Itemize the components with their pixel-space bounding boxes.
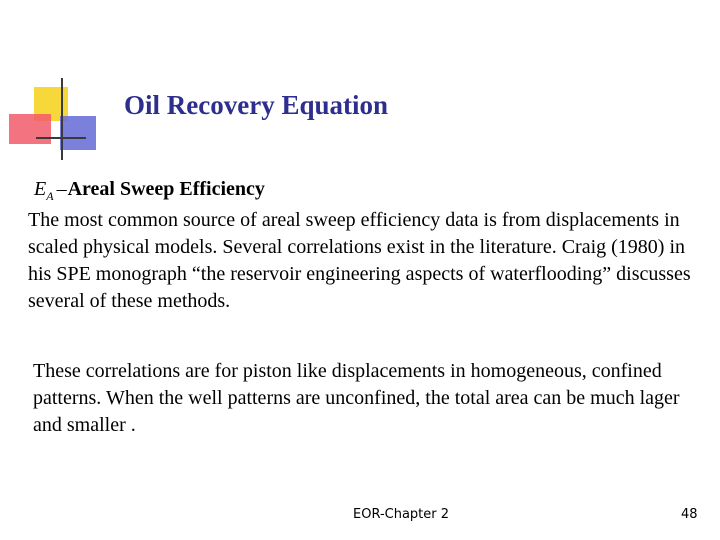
slide-title: Oil Recovery Equation (124, 90, 388, 120)
footer-chapter-label: EOR-Chapter 2 (353, 507, 450, 522)
body-paragraph-1: The most common source of areal sweep efficiency data is from displacements in scaled physical models. Several correlations exist in the literature. Craig (1980) in his SPE monograph “the reservoir engineering aspects of waterflooding” discusses several of these methods. (28, 209, 691, 312)
body-paragraph-2: These correlations are for piston like displacements in homogeneous, confined patterns. When the well patterns are unconfined, the total area can be much lager and smaller . (33, 360, 680, 436)
page-number: 48 (681, 507, 698, 522)
areal-sweep-symbol (34, 178, 54, 204)
symbol-e: E (34, 178, 47, 200)
subheading-dash: – (56, 178, 67, 200)
logo-red-square (9, 114, 51, 144)
symbol-subscript: A (46, 189, 54, 203)
subheading (34, 178, 265, 204)
subheading-text: Areal Sweep Efficiency (67, 178, 265, 200)
logo-blue-square (60, 116, 96, 150)
decorative-logo-graphic (0, 0, 110, 170)
